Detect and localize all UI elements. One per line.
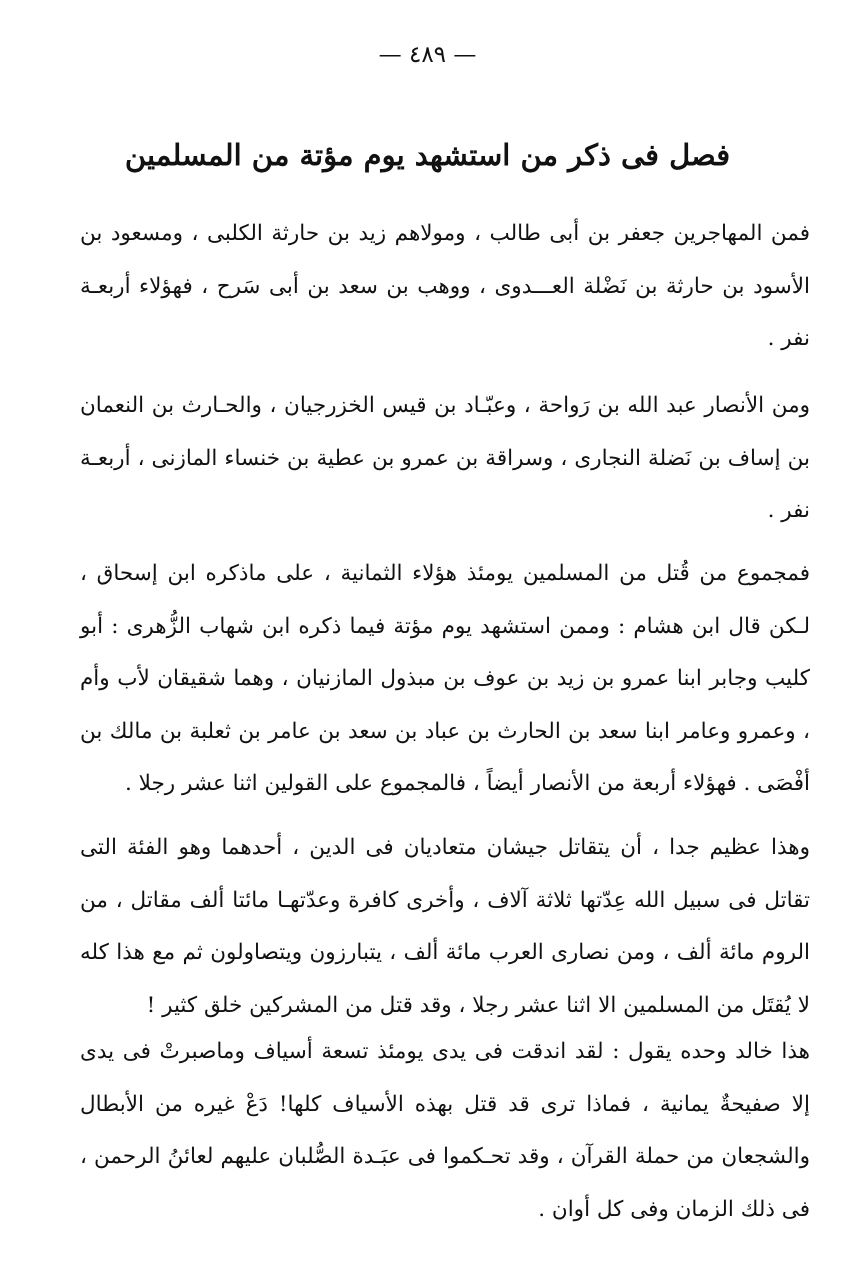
paragraph-muhajirun-martyrs: فمن المهاجرين جعفر بن أبى طالب ، ومولاهم زيد بن حارثة الكلبى ، ومسعود بن الأسود بن حارثة بن نَضْلة العـــدوى ، ووهب بن سعد بن أبى سَرح ، فهؤلاء أربعـة نفر . xyxy=(80,221,810,351)
chapter-title: فصل فى ذكر من استشهد يوم مؤتة من المسلمين xyxy=(124,138,731,172)
paragraph-khalid-swords: هذا خالد وحده يقول : لقد اندقت فى يدى يومئذ تسعة أسياف وماصبرتْ فى يدى إلا صفيحةٌ يمانية ، فماذا ترى قد قتل بهذه الأسياف كلها! دَعْ غيره من الأبطال والشجعان من حملة القرآن ، وقد تحـكموا فى عبَـدة الصُّلبان عليهم لعائنُ الرحمن ، فى ذلك الزمان وفى كل أوان . xyxy=(80,1039,810,1222)
paragraph-battle-odds: وهذا عظيم جدا ، أن يتقاتل جيشان متعاديان فى الدين ، أحدهما وهو الفئة التى تقاتل فى سبيل الله عِدّتها ثلاثة آلاف ، وأخرى كافرة وعدّتهـا مائتا ألف مقاتل ، من الروم مائة ألف ، ومن نصارى العرب مائة ألف ، يتبارزون ويتصاولون ثم مع هذا كله لا يُقتَل من المسلمين الا اثنا عشر رجلا ، وقد قتل من المشركين خلق كثير ! xyxy=(80,835,810,1018)
page-number: — ٤٨٩ — xyxy=(378,42,477,68)
paragraph-total-martyrs: فمجموع من قُتل من المسلمين يومئذ هؤلاء الثمانية ، على ماذكره ابن إسحاق ، لـكن قال ابن هشام : وممن استشهد يوم مؤتة فيما ذكره ابن شهاب الزُّهرى : أبو كليب وجابر ابنا عمرو بن زيد بن عوف بن مبذول المازنيان ، وهما شقيقان لأب وأم ، وعمرو وعامر ابنا سعد بن الحارث بن عباد بن سعد بن عامر بن ثعلبة بن مالك بن أفْصَى . فهؤلاء أربعة من الأنصار أيضاً ، فالمجموع على القولين اثنا عشر رجلا . xyxy=(80,561,810,796)
paragraph-ansar-martyrs: ومن الأنصار عبد الله بن رَواحة ، وعبّـاد بن قيس الخزرجيان ، والحـارث بن النعمان بن إساف بن نَضلة النجارى ، وسراقة بن عمرو بن عطية بن خنساء المازنى ، أربعـة نفر . xyxy=(80,393,810,523)
